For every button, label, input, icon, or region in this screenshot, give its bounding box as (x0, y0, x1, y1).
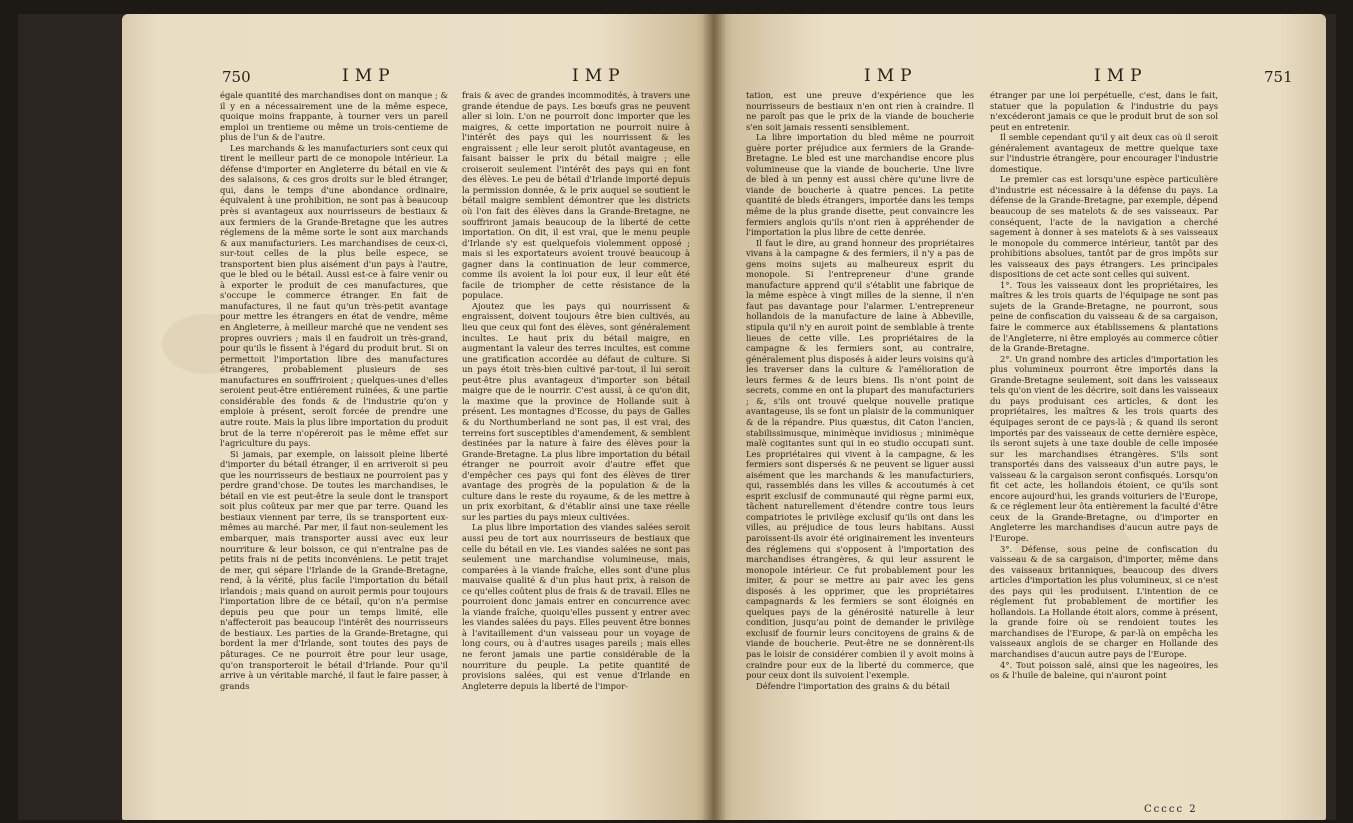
right-page-header (714, 64, 1326, 90)
book-spread (18, 14, 1336, 820)
book-gutter (702, 14, 726, 820)
paragraph: Défendre l'importation des grains & du bétail (756, 680, 950, 691)
running-head: IMP (342, 66, 396, 86)
text-column-right (990, 90, 1218, 681)
paragraph: 2°. Un grand nombre des articles d'importation les plus volumineux pourront être importés dans la Grande-Bretagne seulement, soit dans les vaisseaux tels qu'on vient de les décrire, soit dans les vaisseaux du pays produisant ces articles, & dont les propriétaires, les maîtres & les trois quarts des équipages seront de ce pays-là ; & quand ils seront importés par des vaisseaux de cette dernière espèce, ils seront sujets à une taxe double de celle imposée sur les marchandises étrangères. S'ils sont transportés dans des vaisseaux d'un autre pays, le vaisseau & la cargaison seront confisqués. Lorsqu'on fit cet acte, les hollandois étoient, ce qu'ils sont encore aujourd'hui, les grands voituriers de l'Europe, & ce réglement leur ôta entièrement la faculté d'être ceux de la Grande-Bretagne, ou d'importer en Angleterre les marchandises d'aucun autre pays de l'Europe. (990, 353, 1218, 543)
running-head: IMP (572, 66, 626, 86)
paragraph: La plus libre importation des viandes salées seroit aussi peu de tort aux nourrisseurs de bestiaux que celle du bétail en vie. Les viandes salées ne sont pas seulement une marchandise volumineuse, mais, comparées à la viande fraîche, elles sont d'une plus mauvaise qualité & d'un plus haut prix, à raison de ce qu'elles coûtent plus de frais & de travail. Elles ne pourroient donc jamais entrer en concurrence avec la viande fraîche, quoiqu'elles pussent y entrer avec les viandes salées du pays. Elles peuvent être bonnes à l'avitaillement d'un vaisseau pour un voyage de long cours, ou à d'autres usages pareils ; mais elles ne feront jamais une partie considérable de la nourriture du peuple. La petite quantité de provisions salées, qui est venue d'Irlande en Angleterre depuis la liberté de l'impor- (462, 522, 690, 691)
right-page (714, 14, 1326, 820)
paragraph: Le premier cas est lorsqu'une espèce particulière d'industrie est nécessaire à la défense du pays. La défense de la Grande-Bretagne, par exemple, dépend beaucoup de ses matelots & de ses vaisseaux. Par conséquent, l'acte de la navigation a cherché sagement à donner à ses matelots & à ses vaisseaux le monopole du commerce intérieur, tantôt par des prohibitions absolues, tantôt par de gros impôts sur les vaisseaux des pays étrangers. Les principales dispositions de cet acte sont celles qui suivent. (990, 174, 1218, 280)
paragraph: tation, est une preuve d'expérience que les nourrisseurs de bestiaux n'en ont rien à craindre. Il ne paroît pas que le prix de la viande de boucherie s'en soit jamais ressenti sensiblement. (746, 90, 974, 132)
paragraph: Si jamais, par exemple, on laissoit pleine liberté d'importer du bétail étranger, il en arriveroit si peu que les nourrisseurs de bestiaux ne pourroient pas y perdre grand'chose. De toutes les marchandises, le bétail en vie est peut-être la seule dont le transport soit plus coûteux par mer que par terre. Quand les bestiaux viennent par terre, ils se transportent eux-mêmes au marché. Par mer, il faut non-seulement les embarquer, mais transporter aussi avec eux leur nourriture & leur boisson, ce qui n'entraîne pas de petits frais ni de petits inconvéniens. Le petit trajet de mer, qui sépare l'Irlande de la Grande-Bretagne, rend, à la vérité, plus facile l'importation du bétail irlandois ; mais quand on auroit permis pour toujours l'importation libre de ce bétail, qu'on n'a permise depuis peu que pour un temps limité, elle n'affecteroit pas beaucoup l'intérêt des nourrisseurs de bestiaux. Les parties de la Grande-Bretagne, qui bordent la mer d'Irlande, sont toutes des pays de pâturages. Ce ne pourroit être pour leur usage, qu'on transporteroit le bétail d'Irlande. Pour qu'il arrive à un véritable marché, il faut le faire passer, à grands (220, 448, 448, 691)
paragraph: Il faut le dire, au grand honneur des propriétaires vivans à la campagne & des fermiers, il n'y a pas de gens moins sujets au malheureux esprit du monopole. Si l'entrepreneur d'une grande manufacture apprend qu'il s'établit une fabrique de la même espèce à vingt milles de la sienne, il n'en faut pas davantage pour l'alarmer. L'entrepreneur hollandois de la manufacture de laine à Abbeville, stipula qu'il n'y en auroit point de semblable à trente lieues de cette ville. Les propriétaires de la campagne & les fermiers sont, au contraire, généralement plus disposés à aider leurs voisins qu'à les traverser dans la culture & l'amélioration de leurs fermes & de leurs biens. Ils n'ont point de secrets, comme en ont la plupart des manufacturiers ; &, s'ils ont trouvé quelque nouvelle pratique avantageuse, ils se font un plaisir de la communiquer & de la répandre. Pius quæstus, dit Caton l'ancien, stabilissimusque, minimèque invidiosus ; minimèque malè cogitantes sunt qui in eo studio occupati sunt. Les propriétaires qui vivent à la campagne, & les fermiers sont dispersés & ne peuvent se liguer aussi aisément que les marchands & les manufacturiers, qui, rassemblés dans les villes & accoutumés à cet esprit exclusif de communauté qui règne parmi eux, tâchent naturellement d'étendre contre tous leurs compatriotes le privilège exclusif qu'ils ont dans les villes, au préjudice de tous leurs habitans. Aussi paroissent-ils avoir été originairement les inventeurs des réglemens qui s'opposent à l'importation des marchandises étrangères, & qui leur assurent le monopole intérieur. Ce fut probablement pour les imiter, & pour se mettre au pair avec les gens disposés à les opprimer, que les propriétaires campagnards & les fermiers se sont éloignés en quelques pays de la générosité naturelle à leur condition, jusqu'au point de demander le privilège exclusif de fournir leurs concitoyens de grains & de viande de boucherie. Peut-être ne se donnèrent-ils pas le loisir de considérer combien il y avoit moins à craindre pour eux de la liberté du commerce, que pour ceux dont ils suivoient l'exemple. (746, 237, 974, 681)
paragraph: Ajoutez que les pays qui nourrissent & engraissent, doivent toujours être bien cultivés, au lieu que ceux qui font des élèves, sont généralement incultes. Le haut prix du bétail maigre, en augmentant la valeur des terres incultes, est comme une gratification accordée au défaut de culture. Si un pays étoit très-bien cultivé par-tout, il lui seroit peut-être plus avantageux d'importer son bétail maigre que de le nourrir. C'est aussi, à ce qu'on dit, la maxime que la province de Hollande suit à présent. Les montagnes d'Ecosse, du pays de Galles & du Northumberland ne sont pas, il est vrai, des terreins fort susceptibles d'amendement, & semblent destinées par la nature à faire des élèves pour la Grande-Bretagne. La plus libre importation du bétail étranger ne pourroit avoir d'autre effet que d'empêcher ces pays qui font des élèves de tirer avantage des progrès de la population & de la culture dans le reste du royaume, & de les mettre à un prix exorbitant, & d'établir ainsi une taxe réelle sur les parties du pays mieux cultivées. (462, 300, 690, 522)
running-head: IMP (1094, 66, 1148, 86)
paragraph: frais & avec de grandes incommodités, à travers une grande étendue de pays. Les bœufs gras ne peuvent aller si loin. L'on ne pourroit donc importer que les maigres, & cette importation ne pourroit nuire à l'intérêt des pays qui les nourrissent & les engraissent ; elle leur seroit plutôt avantageuse, en faisant baisser le prix du bétail maigre ; elle croiseroit seulement l'intérêt des pays qui en font des élèves. Le peu de bétail d'Irlande importé depuis la permission donnée, & le prix auquel se soutient le bétail maigre semblent démontrer que les districts où l'on fait des élèves dans la Grande-Bretagne, ne souffriront jamais beaucoup de la liberté de cette importation. On dit, il est vrai, que le menu peuple d'Irlande s'y est quelquefois violemment opposé ; mais si les exportateurs avoient trouvé beaucoup à gagner dans la continuation de leur commerce, comme ils avoient la loi pour eux, il leur eût été facile de triompher de cette résistance de la populace. (462, 90, 690, 301)
paragraph: 3°. Défense, sous peine de confiscation du vaisseau & de sa cargaison, d'importer, même dans des vaisseaux britanniques, beaucoup des divers articles d'importation les plus volumineux, si ce n'est des pays qui les produisent. L'intention de ce réglement fut probablement de mortifier les hollandois. La Hollande étoit alors, comme à présent, la grande foire où se rendoient toutes les marchandises de l'Europe, & par-là on empêcha les vaisseaux anglois de se charger en Hollande des marchandises d'aucun autre pays de l'Europe. (990, 543, 1218, 659)
running-head: IMP (864, 66, 918, 86)
paragraph: égale quantité des marchandises dont on manque ; & il y en a nécessairement une de la même espece, quoique moins frappante, à tourner vers un pareil emploi un trentieme ou même un trois-centieme de plus de l'un & de l'autre. (220, 90, 448, 143)
signature-mark: Ccccc 2 (1144, 804, 1198, 815)
paragraph: étranger par une loi perpétuelle, c'est, dans le fait, statuer que la population & l'industrie du pays n'excéderont jamais ce que le produit brut de son sol peut en entretenir. (990, 90, 1218, 132)
paragraph: 4°. Tout poisson salé, ainsi que les nageoires, les os & l'huile de baleine, qui n'auront point (990, 659, 1218, 681)
left-page (122, 14, 714, 820)
left-page-header (122, 64, 714, 90)
paragraph: La libre importation du bled même ne pourroit guère porter préjudice aux fermiers de la Grande-Bretagne. Le bled est une marchandise encore plus volumineuse que la viande de boucherie. Une livre de bled à un penny est aussi chère qu'une livre de viande de boucherie à quatre pences. La petite quantité de bleds étrangers, importée dans les temps même de la plus grande disette, peut convaincre les fermiers anglois qu'ils n'ont rien à appréhender de l'importation la plus libre de cette denrée. (746, 132, 974, 238)
paragraph: 1°. Tous les vaisseaux dont les propriétaires, les maîtres & les trois quarts de l'équipage ne sont pas sujets de la Grande-Bretagne, ne pourront, sous peine de confiscation du vaisseau & de sa cargaison, faire le commerce aux établissemens & plantations de l'Angleterre, ni être employés au commerce côtier de la Grande-Bretagne. (990, 279, 1218, 354)
text-column-right (462, 90, 690, 691)
page-number: 751 (1264, 68, 1293, 86)
paragraph: Il semble cependant qu'il y ait deux cas où il seroit généralement avantageux de mettre quelque taxe sur l'industrie étrangère, pour encourager l'industrie domestique. (990, 132, 1218, 174)
text-column-left (746, 90, 974, 691)
page-number: 750 (222, 68, 251, 86)
text-column-left (220, 90, 448, 691)
paragraph: Les marchands & les manufacturiers sont ceux qui tirent le meilleur parti de ce monopole intérieur. La défense d'importer en Angleterre du bétail en vie & des salaisons, & ces gros droits sur le bled étranger, qui, dans le temps d'une abondance ordinaire, équivalent à une prohibition, ne sont pas à beaucoup près si avantageux aux nourrisseurs de bestiaux & aux fermiers de la Grande-Bretagne que les autres réglemens de la même sorte le sont aux marchands & aux manufacturiers. Les marchandises de ceux-ci, sur-tout celles de la plus belle espece, se transportent bien plus aisément d'un pays à l'autre, que le bled ou le bétail. Aussi est-ce à faire venir ou à exporter le produit de ces manufactures, que s'occupe le commerce étranger. En fait de manufactures, il ne faut qu'un très-petit avantage pour mettre les étrangers en état de vendre, même en Angleterre, à meilleur marché que ne vendent ses propres ouvriers ; mais il en faudroit un très-grand, pour qu'ils le fissent à l'égard du produit brut. Si on permettoit l'importation libre des manufactures étrangeres, probablement plusieurs de ses manufactures en souffriroient ; quelques-unes d'elles seroient peut-être entiérement ruinées, & une partie considérable des fonds & de l'industrie qu'on y emploie à présent, seroit forcée de prendre une autre route. Mais la plus libre importation du produit brut de la terre n'opéreroit pas le même effet sur l'agriculture du pays. (220, 142, 448, 449)
